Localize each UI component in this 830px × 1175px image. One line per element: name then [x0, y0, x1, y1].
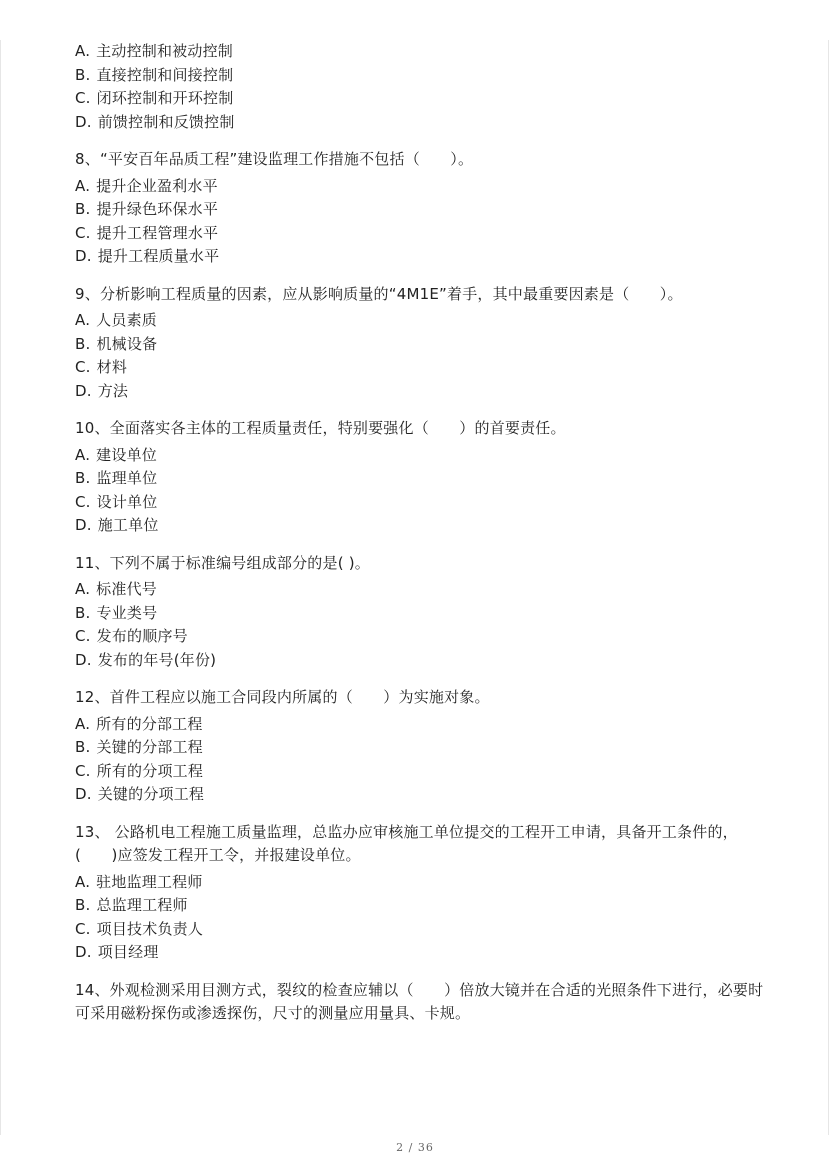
- option: C. 材料: [75, 358, 128, 376]
- option: C. 闭环控制和开环控制: [75, 89, 234, 107]
- question-12: [75, 686, 765, 807]
- option: A. 主动控制和被动控制: [75, 42, 233, 60]
- option: B. 机械设备: [75, 334, 158, 353]
- option: A. 所有的分部工程: [75, 714, 203, 733]
- option: D. 关键的分项工程: [75, 785, 205, 803]
- option: D. 发布的年号(年份): [75, 650, 217, 669]
- question-11: [75, 552, 765, 673]
- question-stem: 8、“平安百年品质工程”建设监理工作措施不包括（ ）。: [75, 150, 474, 168]
- option: C. 所有的分项工程: [75, 761, 204, 780]
- question-13: [75, 821, 765, 965]
- document-body: [75, 40, 765, 1040]
- option: C. 发布的顺序号: [75, 627, 188, 645]
- option: A. 标准代号: [75, 580, 157, 598]
- option: D. 提升工程质量水平: [75, 247, 220, 265]
- option: A. 人员素质: [75, 311, 157, 329]
- option: B. 直接控制和间接控制: [75, 65, 234, 84]
- question-stem: 14、外观检测采用目测方式，裂纹的检查应辅以（ ）倍放大镜并在合适的光照条件下进行，必要时可采用磁粉探伤或渗透探伤，尺寸的测量应用量具、卡规。: [75, 980, 764, 1022]
- option: B. 总监理工程师: [75, 896, 188, 914]
- question-9: [75, 283, 765, 404]
- option: B. 提升绿色环保水平: [75, 200, 219, 218]
- option: D. 施工单位: [75, 516, 159, 534]
- question-stem: 10、全面落实各主体的工程质量责任，特别要强化（ ）的首要责任。: [75, 419, 566, 437]
- page-number: 2 / 36: [396, 1141, 434, 1154]
- option: A. 建设单位: [75, 445, 157, 464]
- option: C. 项目技术负责人: [75, 919, 204, 938]
- question-10: [75, 417, 765, 538]
- option: C. 提升工程管理水平: [75, 223, 219, 242]
- question-8: [75, 148, 765, 269]
- option: D. 项目经理: [75, 943, 159, 961]
- option: A. 驻地监理工程师: [75, 872, 203, 891]
- option: D. 方法: [75, 381, 129, 400]
- option: B. 专业类号: [75, 603, 158, 622]
- question-stem: 11、下列不属于标准编号组成部分的是( )。: [75, 553, 370, 572]
- question-stem: 13、 公路机电工程施工质量监理，总监办应审核施工单位提交的工程开工申请，具备开工条件的，( )应签发工程开工令，并报建设单位。: [75, 822, 738, 864]
- option: D. 前馈控制和反馈控制: [75, 112, 235, 131]
- option: B. 监理单位: [75, 469, 158, 487]
- option: A. 提升企业盈利水平: [75, 176, 218, 195]
- option: B. 关键的分部工程: [75, 738, 203, 756]
- question-stem: 12、首件工程应以施工合同段内所属的（ ）为实施对象。: [75, 688, 490, 706]
- question-14: [75, 979, 765, 1026]
- leading-options: [75, 40, 765, 134]
- option: C. 设计单位: [75, 492, 158, 511]
- question-stem: 9、分析影响工程质量的因素，应从影响质量的“4M1E”着手，其中最重要因素是（ ）。: [75, 284, 683, 303]
